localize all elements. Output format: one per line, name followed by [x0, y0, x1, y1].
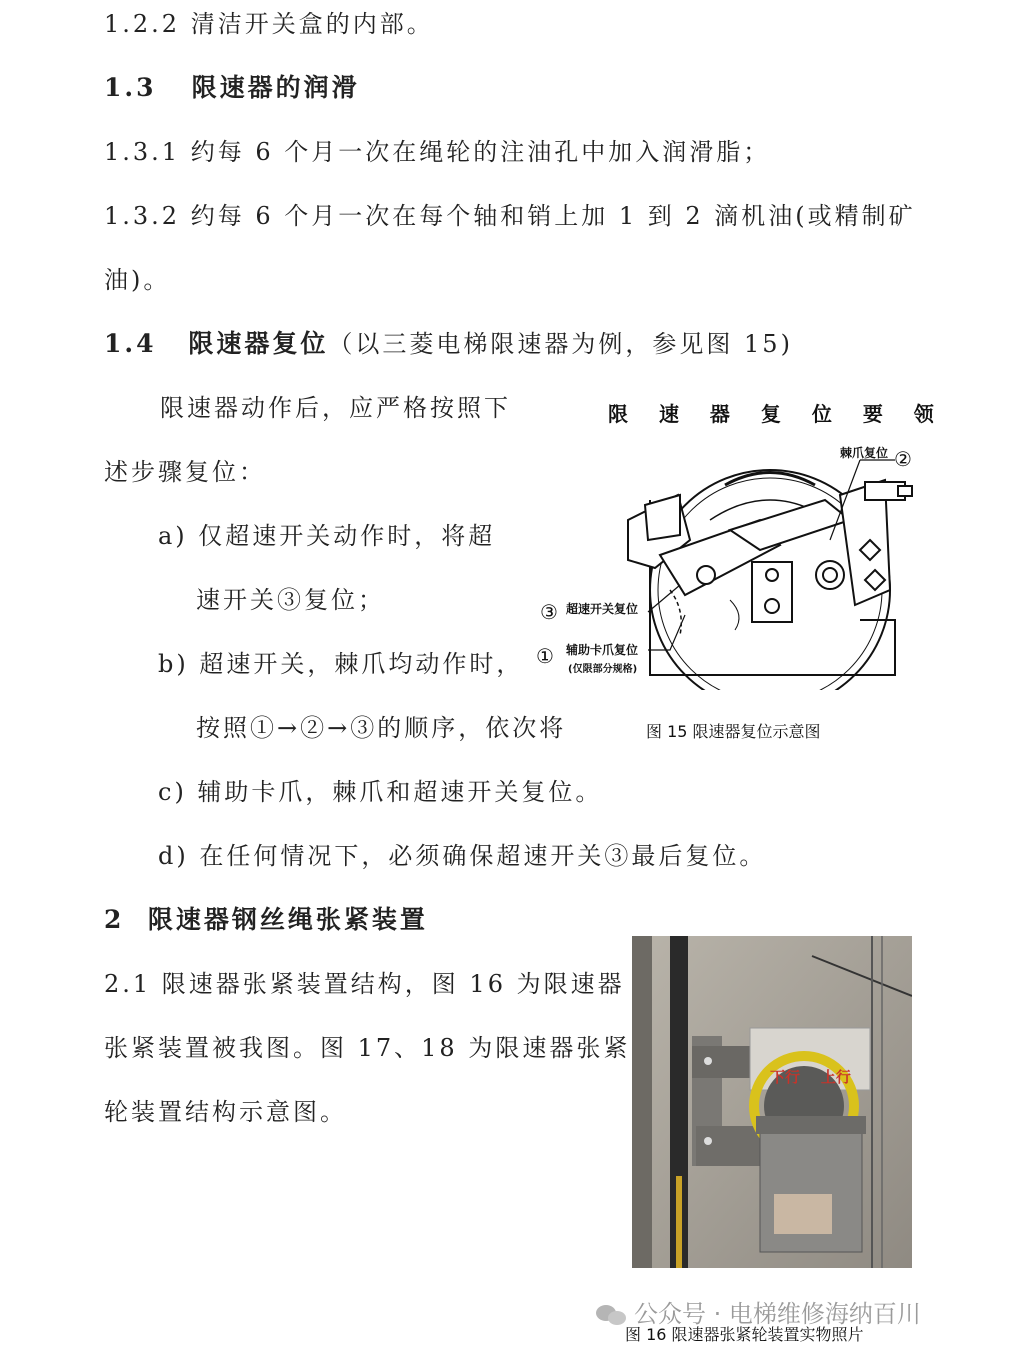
figure15-title: 限 速 器 复 位 要 领 — [608, 402, 946, 426]
watermark-text: 公众号 · 电梯维修海纳百川 — [634, 1300, 921, 1328]
figure16-photo — [632, 936, 912, 1268]
para-1-2-2: 1.2.2 清洁开关盒的内部。 — [104, 10, 434, 38]
step-a-cont: 速开关③复位； — [196, 586, 385, 614]
step-b: b) 超速开关，棘爪均动作时， — [158, 650, 524, 678]
heading-text: 限速器复位 — [188, 329, 329, 358]
label-aux-reset: 辅助卡爪复位 — [566, 643, 639, 657]
wechat-icon — [596, 1303, 628, 1327]
heading-text: 限速器的润滑 — [191, 73, 360, 102]
heading-1-3 — [104, 72, 360, 104]
figure15-caption: 图 15 限速器复位示意图 — [646, 722, 821, 741]
figure16-caption: 图 16 限速器张紧轮装置实物照片 — [625, 1325, 864, 1344]
figure16-sign — [770, 1066, 870, 1087]
heading-note: （以三菱电梯限速器为例，参见图 15) — [328, 330, 793, 358]
marker-2: ② — [894, 447, 912, 471]
para-1-3-1: 1.3.1 约每 6 个月一次在绳轮的注油孔中加入润滑脂； — [104, 138, 771, 166]
heading-number: 1.4 — [104, 329, 157, 358]
heading-number: 2 — [104, 905, 125, 934]
label-aux-note: (仅限部分规格) — [568, 664, 638, 675]
step-a: a) 仅超速开关动作时，将超 — [158, 522, 496, 550]
heading-2 — [104, 904, 428, 936]
para-2-1: 2.1 限速器张紧装置结构，图 16 为限速器 — [104, 970, 625, 998]
step-c: c) 辅助卡爪，棘爪和超速开关复位。 — [158, 778, 603, 806]
para-1-3-2-cont: 油)。 — [104, 266, 171, 294]
para-2-1-cont: 张紧装置被我图。图 17、18 为限速器张紧 — [104, 1034, 631, 1062]
marker-1: ① — [536, 644, 554, 668]
heading-1-4 — [104, 328, 793, 360]
step-d: d) 在任何情况下，必须确保超速开关③最后复位。 — [158, 842, 767, 870]
heading-text: 限速器钢丝绳张紧装置 — [147, 905, 428, 934]
para-reset-intro: 限速器动作后，应严格按照下 — [160, 394, 511, 422]
sign-down: 下行 — [770, 1068, 801, 1086]
para-1-3-2: 1.3.2 约每 6 个月一次在每个轴和销上加 1 到 2 滴机油(或精制矿 — [104, 202, 916, 230]
heading-number: 1.3 — [104, 73, 157, 102]
para-reset-intro-cont: 述步骤复位： — [104, 458, 266, 486]
label-pawl-reset: 棘爪复位 — [840, 446, 889, 460]
sign-up: 上行 — [820, 1068, 851, 1086]
para-2-1-cont2: 轮装置结构示意图。 — [104, 1098, 347, 1126]
marker-3: ③ — [540, 600, 558, 624]
label-overspeed-reset: 超速开关复位 — [566, 602, 639, 616]
step-b-cont: 按照①→②→③的顺序，依次将 — [196, 714, 567, 742]
